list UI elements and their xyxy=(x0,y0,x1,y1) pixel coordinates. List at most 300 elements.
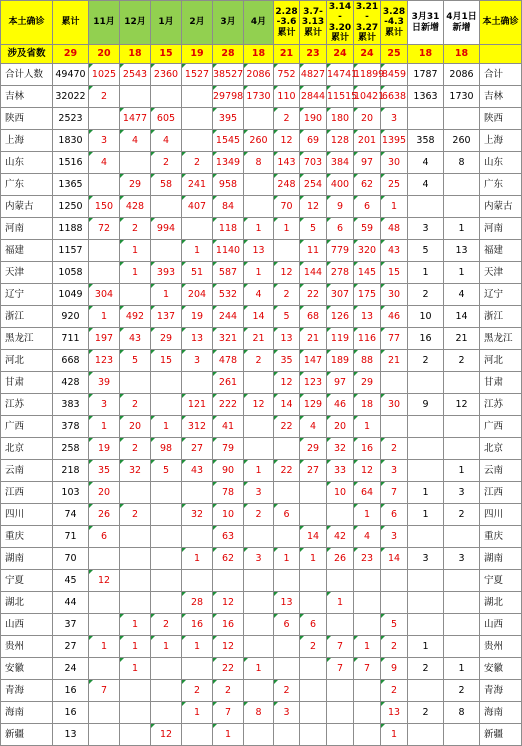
cell-cumulative: 920 xyxy=(53,306,89,328)
cell-wk-0314-0320: 7 xyxy=(327,636,354,658)
cell-wk-0228-0306: 1 xyxy=(274,218,300,240)
cell-nov xyxy=(89,262,120,284)
cell-jan: 15 xyxy=(151,350,182,372)
cell-wk-0314-0320: 97 xyxy=(327,372,354,394)
cell-cumulative: 1058 xyxy=(53,262,89,284)
cell-cumulative: 45 xyxy=(53,570,89,592)
row-label-right: 贵州 xyxy=(480,636,522,658)
cell-nov: 304 xyxy=(89,284,120,306)
province-count-wk-0314-0320: 24 xyxy=(327,45,354,64)
row-label: 浙江 xyxy=(1,306,53,328)
cell-mar: 222 xyxy=(213,394,244,416)
cell-dec xyxy=(120,284,151,306)
cell-jan xyxy=(151,372,182,394)
cell-nov: 20 xyxy=(89,482,120,504)
cell-mar: 1545 xyxy=(213,130,244,152)
cell-wk-0314-0320: 400 xyxy=(327,174,354,196)
cell-dec: 492 xyxy=(120,306,151,328)
row-label: 广东 xyxy=(1,174,53,196)
cell-feb: 2 xyxy=(182,680,213,702)
cell-mar: 10 xyxy=(213,504,244,526)
cell-wk-0307-0313: 68 xyxy=(300,306,327,328)
table-row xyxy=(1,724,522,746)
cell-feb: 3 xyxy=(182,350,213,372)
header-province-label: 本土确诊 xyxy=(1,1,53,45)
cell-apr: 3 xyxy=(244,548,274,570)
cell-wk-0307-0313: 6 xyxy=(300,614,327,636)
cell-dec: 1 xyxy=(120,240,151,262)
row-label-right: 海南 xyxy=(480,702,522,724)
cell-feb: 204 xyxy=(182,284,213,306)
cell-feb: 43 xyxy=(182,460,213,482)
cell-jan: 994 xyxy=(151,218,182,240)
cell-cumulative: 1516 xyxy=(53,152,89,174)
table-row xyxy=(1,482,522,504)
cell-mar: 958 xyxy=(213,174,244,196)
cell-nov: 35 xyxy=(89,460,120,482)
row-label-right: 青海 xyxy=(480,680,522,702)
header-wk-0307-0313: 3.7- 3.13 累计 xyxy=(300,1,327,45)
cell-feb: 27 xyxy=(182,438,213,460)
row-label-right: 甘肃 xyxy=(480,372,522,394)
cell-mar: 12 xyxy=(213,592,244,614)
cell-mar: 261 xyxy=(213,372,244,394)
cell-feb: 1527 xyxy=(182,64,213,86)
cell-wk-0228-0306 xyxy=(274,240,300,262)
cell-cumulative: 1830 xyxy=(53,130,89,152)
cell-wk-0307-0313 xyxy=(300,482,327,504)
cell-dec xyxy=(120,702,151,724)
cell-feb xyxy=(182,130,213,152)
cell-feb: 32 xyxy=(182,504,213,526)
table-row xyxy=(1,570,522,592)
cell-wk-0228-0306: 14 xyxy=(274,394,300,416)
cell-dec xyxy=(120,548,151,570)
cell-nov: 197 xyxy=(89,328,120,350)
cell-feb xyxy=(182,526,213,548)
cell-apr: 1 xyxy=(244,218,274,240)
cell-feb xyxy=(182,218,213,240)
cell-feb xyxy=(182,372,213,394)
cell-wk-0307-0313: 27 xyxy=(300,460,327,482)
row-label-right: 福建 xyxy=(480,240,522,262)
row-label-right: 北京 xyxy=(480,438,522,460)
cell-new-0401 xyxy=(444,570,480,592)
row-label: 天津 xyxy=(1,262,53,284)
header-wk-0314-0320: 3.14 - 3.20 累计 xyxy=(327,1,354,45)
cell-new-0401: 14 xyxy=(444,306,480,328)
cell-new-0331: 1 xyxy=(408,504,444,526)
cell-new-0401: 2 xyxy=(444,504,480,526)
cell-nov xyxy=(89,592,120,614)
cell-apr: 260 xyxy=(244,130,274,152)
row-label-right: 广东 xyxy=(480,174,522,196)
cell-new-0331: 1787 xyxy=(408,64,444,86)
row-label: 海南 xyxy=(1,702,53,724)
cell-new-0401 xyxy=(444,108,480,130)
cell-cumulative: 13 xyxy=(53,724,89,746)
cell-wk-0307-0313: 11 xyxy=(300,240,327,262)
cell-nov xyxy=(89,174,120,196)
table-row xyxy=(1,350,522,372)
cell-wk-0228-0306: 2 xyxy=(274,284,300,306)
cell-feb: 312 xyxy=(182,416,213,438)
cell-wk-0314-0320: 779 xyxy=(327,240,354,262)
cell-new-0401: 2 xyxy=(444,350,480,372)
row-label-right: 河南 xyxy=(480,218,522,240)
row-label: 宁夏 xyxy=(1,570,53,592)
cell-new-0401: 8 xyxy=(444,152,480,174)
row-label: 贵州 xyxy=(1,636,53,658)
cell-wk-0314-0320: 32 xyxy=(327,438,354,460)
cell-wk-0307-0313: 12 xyxy=(300,196,327,218)
cell-apr xyxy=(244,724,274,746)
row-label-right: 湖北 xyxy=(480,592,522,614)
cell-wk-0314-0320: 20 xyxy=(327,416,354,438)
cell-dec: 2543 xyxy=(120,64,151,86)
cell-new-0401: 2 xyxy=(444,680,480,702)
cell-mar: 78 xyxy=(213,482,244,504)
cell-wk-0328-0403: 21 xyxy=(381,350,408,372)
cell-wk-0228-0306: 35 xyxy=(274,350,300,372)
cell-feb xyxy=(182,724,213,746)
cell-wk-0307-0313: 147 xyxy=(300,350,327,372)
cell-new-0331: 1 xyxy=(408,262,444,284)
table-row xyxy=(1,438,522,460)
row-label-right: 河北 xyxy=(480,350,522,372)
cell-new-0401: 1 xyxy=(444,218,480,240)
cell-new-0401 xyxy=(444,438,480,460)
cell-feb: 1 xyxy=(182,548,213,570)
cell-wk-0314-0320: 1 xyxy=(327,592,354,614)
cell-wk-0228-0306: 110 xyxy=(274,86,300,108)
row-label: 辽宁 xyxy=(1,284,53,306)
table-row xyxy=(1,306,522,328)
cell-feb: 51 xyxy=(182,262,213,284)
table-row xyxy=(1,174,522,196)
header-cumulative: 累计 xyxy=(53,1,89,45)
cell-nov: 7 xyxy=(89,680,120,702)
cell-apr: 1 xyxy=(244,460,274,482)
cell-wk-0228-0306: 70 xyxy=(274,196,300,218)
cell-wk-0321-0327 xyxy=(354,592,381,614)
cell-feb xyxy=(182,570,213,592)
cell-apr xyxy=(244,592,274,614)
cell-nov xyxy=(89,658,120,680)
cell-wk-0328-0403: 30 xyxy=(381,394,408,416)
cell-jan xyxy=(151,240,182,262)
cell-jan: 605 xyxy=(151,108,182,130)
cell-wk-0307-0313 xyxy=(300,702,327,724)
cell-wk-0314-0320: 119 xyxy=(327,328,354,350)
cell-wk-0321-0327: 1 xyxy=(354,504,381,526)
cell-wk-0321-0327: 13 xyxy=(354,306,381,328)
cell-dec xyxy=(120,570,151,592)
cell-new-0331: 4 xyxy=(408,174,444,196)
cell-wk-0321-0327: 7 xyxy=(354,658,381,680)
cell-new-0401: 4 xyxy=(444,284,480,306)
cell-wk-0314-0320: 126 xyxy=(327,306,354,328)
cell-wk-0328-0403: 9 xyxy=(381,658,408,680)
cell-jan xyxy=(151,548,182,570)
cell-wk-0314-0320: 180 xyxy=(327,108,354,130)
cell-apr: 2 xyxy=(244,504,274,526)
cell-mar: 22 xyxy=(213,658,244,680)
province-count-wk-0228-0306: 21 xyxy=(274,45,300,64)
cell-apr: 1730 xyxy=(244,86,274,108)
row-label-right: 新疆 xyxy=(480,724,522,746)
row-label: 陕西 xyxy=(1,108,53,130)
row-label: 湖北 xyxy=(1,592,53,614)
row-label: 湖南 xyxy=(1,548,53,570)
cell-new-0331: 2 xyxy=(408,702,444,724)
cell-wk-0228-0306: 22 xyxy=(274,460,300,482)
cell-cumulative: 24 xyxy=(53,658,89,680)
cell-dec: 1477 xyxy=(120,108,151,130)
cell-new-0331 xyxy=(408,196,444,218)
cell-jan: 58 xyxy=(151,174,182,196)
cell-nov: 26 xyxy=(89,504,120,526)
cell-dec xyxy=(120,724,151,746)
cell-wk-0307-0313 xyxy=(300,504,327,526)
row-label: 云南 xyxy=(1,460,53,482)
cell-jan xyxy=(151,570,182,592)
cell-wk-0321-0327: 62 xyxy=(354,174,381,196)
cell-nov: 19 xyxy=(89,438,120,460)
cell-wk-0228-0306: 12 xyxy=(274,130,300,152)
cell-new-0331 xyxy=(408,372,444,394)
cell-jan: 1 xyxy=(151,636,182,658)
row-label: 河南 xyxy=(1,218,53,240)
table-row xyxy=(1,702,522,724)
table-row xyxy=(1,196,522,218)
cell-jan xyxy=(151,482,182,504)
cell-wk-0321-0327: 6 xyxy=(354,196,381,218)
cell-wk-0307-0313: 1 xyxy=(300,548,327,570)
cell-wk-0328-0403: 1 xyxy=(381,724,408,746)
cell-nov: 2 xyxy=(89,86,120,108)
cell-wk-0321-0327: 1 xyxy=(354,416,381,438)
cell-new-0331 xyxy=(408,592,444,614)
header-apr: 4月 xyxy=(244,1,274,45)
cell-new-0331: 9 xyxy=(408,394,444,416)
cell-mar: 587 xyxy=(213,262,244,284)
cell-new-0401 xyxy=(444,724,480,746)
cell-wk-0228-0306 xyxy=(274,724,300,746)
cell-wk-0314-0320: 384 xyxy=(327,152,354,174)
row-label-right: 安徽 xyxy=(480,658,522,680)
cell-mar: 7 xyxy=(213,702,244,724)
cell-apr xyxy=(244,636,274,658)
province-count-new-0401: 18 xyxy=(444,45,480,64)
cell-cumulative: 258 xyxy=(53,438,89,460)
cell-new-0401: 12 xyxy=(444,394,480,416)
table-row xyxy=(1,64,522,86)
table-row xyxy=(1,680,522,702)
cell-nov: 39 xyxy=(89,372,120,394)
cell-new-0401 xyxy=(444,592,480,614)
row-label: 甘肃 xyxy=(1,372,53,394)
cell-wk-0321-0327: 116 xyxy=(354,328,381,350)
cell-feb xyxy=(182,86,213,108)
header-mar: 3月 xyxy=(213,1,244,45)
row-label: 四川 xyxy=(1,504,53,526)
cell-new-0401: 260 xyxy=(444,130,480,152)
cell-nov: 150 xyxy=(89,196,120,218)
row-label-right: 山西 xyxy=(480,614,522,636)
cell-wk-0307-0313 xyxy=(300,570,327,592)
cell-cumulative: 37 xyxy=(53,614,89,636)
cell-wk-0328-0403: 3 xyxy=(381,460,408,482)
table-body xyxy=(1,64,522,746)
cell-wk-0314-0320: 7 xyxy=(327,658,354,680)
cell-wk-0314-0320 xyxy=(327,680,354,702)
cell-apr: 8 xyxy=(244,702,274,724)
cell-cumulative: 74 xyxy=(53,504,89,526)
cell-mar: 1 xyxy=(213,724,244,746)
header-wk-0228-0306: 2.28 -3.6 累计 xyxy=(274,1,300,45)
row-label: 重庆 xyxy=(1,526,53,548)
cell-wk-0314-0320: 6 xyxy=(327,218,354,240)
cell-dec: 2 xyxy=(120,394,151,416)
cell-jan xyxy=(151,658,182,680)
row-label-right: 江苏 xyxy=(480,394,522,416)
cell-wk-0228-0306: 13 xyxy=(274,592,300,614)
cell-wk-0307-0313 xyxy=(300,592,327,614)
cell-wk-0228-0306: 12 xyxy=(274,262,300,284)
cell-dec xyxy=(120,482,151,504)
province-count-jan: 15 xyxy=(151,45,182,64)
cell-wk-0321-0327: 145 xyxy=(354,262,381,284)
cell-wk-0228-0306: 143 xyxy=(274,152,300,174)
cell-new-0331: 5 xyxy=(408,240,444,262)
cell-new-0401: 1 xyxy=(444,262,480,284)
cell-apr: 2 xyxy=(244,350,274,372)
cell-wk-0328-0403: 2 xyxy=(381,636,408,658)
row-label: 山西 xyxy=(1,614,53,636)
province-count-label: 涉及省数 xyxy=(1,45,53,64)
table-row xyxy=(1,86,522,108)
cell-cumulative: 218 xyxy=(53,460,89,482)
cell-wk-0321-0327: 175 xyxy=(354,284,381,306)
cell-jan: 5 xyxy=(151,460,182,482)
cell-wk-0228-0306 xyxy=(274,482,300,504)
province-count-cumulative: 29 xyxy=(53,45,89,64)
row-label: 江苏 xyxy=(1,394,53,416)
cell-jan xyxy=(151,86,182,108)
cell-new-0401: 1 xyxy=(444,460,480,482)
cell-dec: 1 xyxy=(120,614,151,636)
cell-new-0401 xyxy=(444,196,480,218)
cell-wk-0307-0313: 5 xyxy=(300,218,327,240)
cell-dec: 1 xyxy=(120,658,151,680)
cell-cumulative: 49470 xyxy=(53,64,89,86)
cell-wk-0328-0403: 3 xyxy=(381,526,408,548)
cell-wk-0307-0313: 129 xyxy=(300,394,327,416)
cell-apr: 3 xyxy=(244,482,274,504)
cell-mar xyxy=(213,570,244,592)
cell-apr xyxy=(244,614,274,636)
cell-mar: 12 xyxy=(213,636,244,658)
cell-wk-0228-0306: 22 xyxy=(274,416,300,438)
cell-jan xyxy=(151,702,182,724)
cell-dec xyxy=(120,372,151,394)
cell-apr xyxy=(244,196,274,218)
row-label-right: 浙江 xyxy=(480,306,522,328)
cell-cumulative: 16 xyxy=(53,702,89,724)
row-label: 新疆 xyxy=(1,724,53,746)
cell-wk-0307-0313: 190 xyxy=(300,108,327,130)
row-label: 福建 xyxy=(1,240,53,262)
cell-apr: 12 xyxy=(244,394,274,416)
cell-wk-0321-0327: 59 xyxy=(354,218,381,240)
table-row xyxy=(1,614,522,636)
header-wk-0321-0327: 3.21 - 3.27 累计 xyxy=(354,1,381,45)
table-row xyxy=(1,636,522,658)
cell-wk-0314-0320: 26 xyxy=(327,548,354,570)
cell-cumulative: 711 xyxy=(53,328,89,350)
cell-new-0331: 3 xyxy=(408,548,444,570)
header-jan: 1月 xyxy=(151,1,182,45)
cell-wk-0314-0320: 278 xyxy=(327,262,354,284)
cell-new-0331 xyxy=(408,724,444,746)
cell-new-0331 xyxy=(408,460,444,482)
row-label-right: 内蒙古 xyxy=(480,196,522,218)
cell-jan: 393 xyxy=(151,262,182,284)
cell-wk-0328-0403: 77 xyxy=(381,328,408,350)
cell-wk-0314-0320: 14741 xyxy=(327,64,354,86)
cell-nov: 12 xyxy=(89,570,120,592)
cell-cumulative: 1157 xyxy=(53,240,89,262)
cell-new-0401 xyxy=(444,416,480,438)
cell-cumulative: 71 xyxy=(53,526,89,548)
cell-mar: 1349 xyxy=(213,152,244,174)
cell-wk-0228-0306: 1 xyxy=(274,548,300,570)
cell-mar: 84 xyxy=(213,196,244,218)
cell-cumulative: 1049 xyxy=(53,284,89,306)
row-label: 黑龙江 xyxy=(1,328,53,350)
row-label: 山东 xyxy=(1,152,53,174)
cell-nov: 123 xyxy=(89,350,120,372)
cell-wk-0328-0403: 25 xyxy=(381,174,408,196)
cell-cumulative: 668 xyxy=(53,350,89,372)
cell-feb: 13 xyxy=(182,328,213,350)
row-label-right: 陕西 xyxy=(480,108,522,130)
cell-wk-0228-0306: 12 xyxy=(274,372,300,394)
cell-wk-0321-0327: 88 xyxy=(354,350,381,372)
row-label-right: 合计 xyxy=(480,64,522,86)
cell-wk-0328-0403: 30 xyxy=(381,152,408,174)
province-count-row xyxy=(1,45,522,64)
table-row xyxy=(1,372,522,394)
cell-feb: 407 xyxy=(182,196,213,218)
cell-wk-0328-0403 xyxy=(381,570,408,592)
cell-jan: 1 xyxy=(151,284,182,306)
cell-wk-0321-0327: 64 xyxy=(354,482,381,504)
cell-dec xyxy=(120,86,151,108)
cell-wk-0328-0403: 43 xyxy=(381,240,408,262)
cell-cumulative: 16 xyxy=(53,680,89,702)
cell-apr: 2086 xyxy=(244,64,274,86)
header-wk-0328-0403: 3.28 -4.3 累计 xyxy=(381,1,408,45)
cell-wk-0321-0327: 4 xyxy=(354,526,381,548)
cell-mar: 29798 xyxy=(213,86,244,108)
cell-apr xyxy=(244,680,274,702)
cell-nov xyxy=(89,108,120,130)
cell-wk-0328-0403: 15 xyxy=(381,262,408,284)
table-row xyxy=(1,328,522,350)
row-label: 广西 xyxy=(1,416,53,438)
